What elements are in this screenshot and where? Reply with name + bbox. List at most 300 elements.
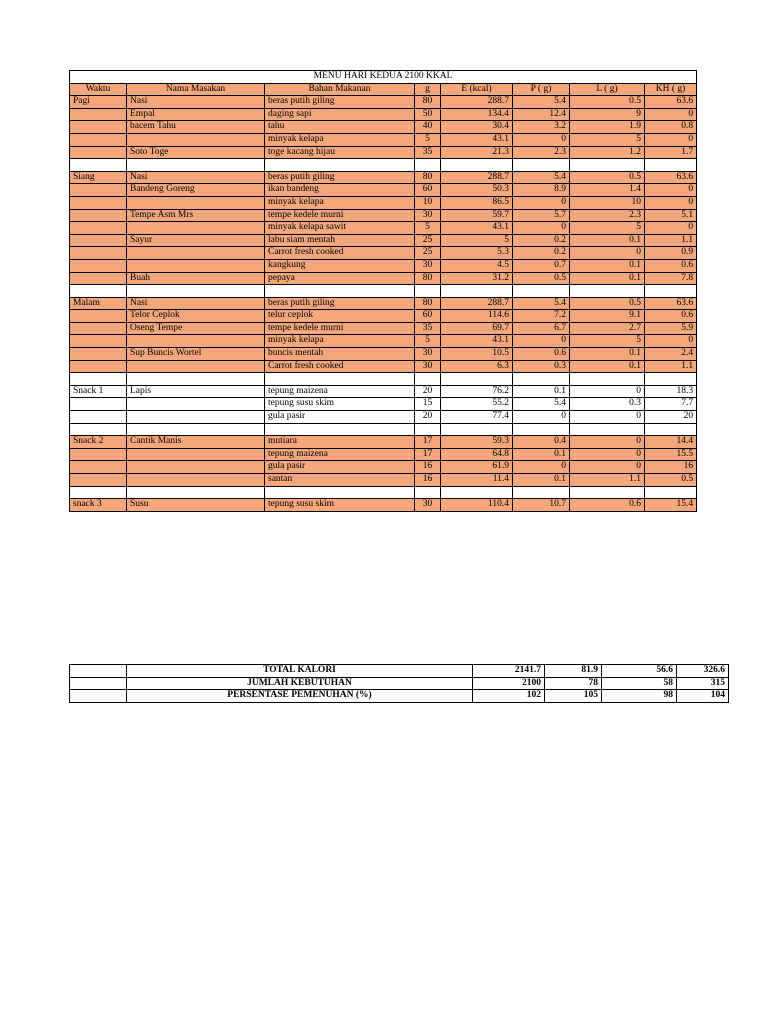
cell-karbohidrat: 0 bbox=[645, 196, 697, 209]
cell-karbohidrat: 63.6 bbox=[645, 171, 697, 184]
table-row bbox=[70, 335, 697, 348]
cell-lemak: 1.4 bbox=[570, 184, 645, 197]
cell-nama-masakan bbox=[127, 222, 265, 235]
cell-bahan-makanan: santan bbox=[265, 474, 415, 487]
table-row bbox=[70, 146, 697, 159]
cell-bahan-makanan: tepung maizena bbox=[265, 448, 415, 461]
cell-lemak bbox=[570, 159, 645, 172]
cell-nama-masakan: Sayur bbox=[127, 234, 265, 247]
cell-energy: 21.3 bbox=[441, 146, 513, 159]
cell-nama-masakan: Sup Buncis Wortel bbox=[127, 348, 265, 361]
summary-karbohidrat: 104 bbox=[677, 690, 729, 703]
cell-bahan-makanan bbox=[265, 486, 415, 499]
summary-blank-cell bbox=[70, 665, 127, 678]
cell-bahan-makanan bbox=[265, 159, 415, 172]
cell-nama-masakan: Bandeng Goreng bbox=[127, 184, 265, 197]
cell-protein bbox=[513, 159, 570, 172]
table-row bbox=[70, 247, 697, 260]
cell-protein: 0.7 bbox=[513, 259, 570, 272]
cell-protein: 2.3 bbox=[513, 146, 570, 159]
cell-lemak: 1.2 bbox=[570, 146, 645, 159]
table-row bbox=[70, 209, 697, 222]
cell-waktu bbox=[70, 373, 127, 386]
cell-waktu bbox=[70, 108, 127, 121]
cell-gram bbox=[415, 285, 441, 298]
cell-waktu bbox=[70, 121, 127, 134]
cell-gram: 5 bbox=[415, 133, 441, 146]
cell-lemak: 5 bbox=[570, 335, 645, 348]
cell-karbohidrat: 63.6 bbox=[645, 96, 697, 109]
cell-gram: 80 bbox=[415, 171, 441, 184]
cell-karbohidrat: 15.5 bbox=[645, 448, 697, 461]
cell-gram: 80 bbox=[415, 96, 441, 109]
cell-karbohidrat: 20 bbox=[645, 411, 697, 424]
summary-label: TOTAL KALORI bbox=[127, 665, 473, 678]
cell-nama-masakan bbox=[127, 486, 265, 499]
table-title: MENU HARI KEDUA 2100 KKAL bbox=[70, 71, 697, 84]
table-row bbox=[70, 222, 697, 235]
cell-bahan-makanan: minyak kelapa sawit bbox=[265, 222, 415, 235]
cell-nama-masakan bbox=[127, 360, 265, 373]
cell-waktu bbox=[70, 222, 127, 235]
cell-nama-masakan bbox=[127, 247, 265, 260]
cell-nama-masakan: Susu bbox=[127, 499, 265, 512]
summary-karbohidrat: 326.6 bbox=[677, 665, 729, 678]
cell-protein: 0.4 bbox=[513, 436, 570, 449]
cell-protein: 0.6 bbox=[513, 348, 570, 361]
table-row bbox=[70, 436, 697, 449]
cell-karbohidrat: 1.7 bbox=[645, 146, 697, 159]
cell-gram: 15 bbox=[415, 398, 441, 411]
cell-nama-masakan: Lapis bbox=[127, 385, 265, 398]
cell-protein: 5.4 bbox=[513, 398, 570, 411]
cell-energy: 43.1 bbox=[441, 335, 513, 348]
cell-protein: 0.2 bbox=[513, 247, 570, 260]
cell-nama-masakan: Buah bbox=[127, 272, 265, 285]
cell-bahan-makanan: mutiara bbox=[265, 436, 415, 449]
cell-waktu: Pagi bbox=[70, 96, 127, 109]
cell-gram: 16 bbox=[415, 474, 441, 487]
cell-energy: 43.1 bbox=[441, 133, 513, 146]
cell-waktu bbox=[70, 348, 127, 361]
cell-bahan-makanan: beras putih giling bbox=[265, 171, 415, 184]
cell-gram: 60 bbox=[415, 184, 441, 197]
cell-karbohidrat: 0 bbox=[645, 133, 697, 146]
cell-lemak: 9.1 bbox=[570, 310, 645, 323]
cell-karbohidrat: 1.1 bbox=[645, 234, 697, 247]
cell-bahan-makanan: minyak kelapa bbox=[265, 335, 415, 348]
table-row bbox=[70, 486, 697, 499]
cell-protein: 0.1 bbox=[513, 385, 570, 398]
cell-lemak: 0 bbox=[570, 461, 645, 474]
table-row bbox=[70, 398, 697, 411]
cell-protein: 0 bbox=[513, 335, 570, 348]
cell-lemak: 0 bbox=[570, 385, 645, 398]
cell-nama-masakan bbox=[127, 285, 265, 298]
cell-nama-masakan bbox=[127, 259, 265, 272]
cell-gram: 80 bbox=[415, 297, 441, 310]
cell-bahan-makanan bbox=[265, 373, 415, 386]
cell-bahan-makanan: buncis mentah bbox=[265, 348, 415, 361]
summary-label: JUMLAH KEBUTUHAN bbox=[127, 677, 473, 690]
cell-energy: 5 bbox=[441, 234, 513, 247]
cell-lemak: 0 bbox=[570, 247, 645, 260]
cell-waktu: Siang bbox=[70, 171, 127, 184]
cell-nama-masakan: Cantik Manis bbox=[127, 436, 265, 449]
cell-waktu bbox=[70, 411, 127, 424]
summary-table-body bbox=[70, 665, 729, 703]
cell-energy: 61.9 bbox=[441, 461, 513, 474]
cell-bahan-makanan: minyak kelapa bbox=[265, 196, 415, 209]
table-row bbox=[70, 461, 697, 474]
table-row bbox=[70, 121, 697, 134]
cell-gram: 50 bbox=[415, 108, 441, 121]
cell-bahan-makanan: labu siam mentah bbox=[265, 234, 415, 247]
cell-gram: 80 bbox=[415, 272, 441, 285]
cell-bahan-makanan: pepaya bbox=[265, 272, 415, 285]
cell-energy: 288.7 bbox=[441, 297, 513, 310]
cell-waktu bbox=[70, 474, 127, 487]
cell-energy: 288.7 bbox=[441, 96, 513, 109]
cell-bahan-makanan: Carrot fresh cooked bbox=[265, 247, 415, 260]
cell-nama-masakan: bacem Tahu bbox=[127, 121, 265, 134]
summary-energy: 2141.7 bbox=[473, 665, 545, 678]
cell-karbohidrat: 2.4 bbox=[645, 348, 697, 361]
cell-nama-masakan bbox=[127, 448, 265, 461]
cell-protein: 0 bbox=[513, 461, 570, 474]
cell-karbohidrat: 0.9 bbox=[645, 247, 697, 260]
cell-karbohidrat: 0.8 bbox=[645, 121, 697, 134]
cell-bahan-makanan: minyak kelapa bbox=[265, 133, 415, 146]
cell-nama-masakan bbox=[127, 335, 265, 348]
cell-karbohidrat: 14.4 bbox=[645, 436, 697, 449]
cell-waktu: Snack 2 bbox=[70, 436, 127, 449]
cell-bahan-makanan: daging sapi bbox=[265, 108, 415, 121]
cell-energy: 10.5 bbox=[441, 348, 513, 361]
summary-protein: 78 bbox=[545, 677, 602, 690]
cell-waktu bbox=[70, 259, 127, 272]
header-gram: g bbox=[415, 83, 441, 96]
cell-waktu bbox=[70, 247, 127, 260]
cell-gram: 35 bbox=[415, 322, 441, 335]
cell-protein: 10.7 bbox=[513, 499, 570, 512]
table-row bbox=[70, 285, 697, 298]
cell-nama-masakan bbox=[127, 196, 265, 209]
cell-gram: 30 bbox=[415, 499, 441, 512]
cell-karbohidrat bbox=[645, 159, 697, 172]
cell-protein: 8.9 bbox=[513, 184, 570, 197]
cell-lemak: 2.3 bbox=[570, 209, 645, 222]
cell-nama-masakan: Telor Ceplok bbox=[127, 310, 265, 323]
cell-karbohidrat: 0.6 bbox=[645, 310, 697, 323]
summary-table bbox=[69, 664, 729, 703]
cell-protein: 3.2 bbox=[513, 121, 570, 134]
table-row bbox=[70, 297, 697, 310]
cell-bahan-makanan: tepung susu skim bbox=[265, 398, 415, 411]
cell-energy: 4.5 bbox=[441, 259, 513, 272]
cell-energy: 6.3 bbox=[441, 360, 513, 373]
cell-waktu bbox=[70, 196, 127, 209]
table-row bbox=[70, 159, 697, 172]
summary-row bbox=[70, 690, 729, 703]
table-row bbox=[70, 96, 697, 109]
header-row bbox=[70, 83, 697, 96]
cell-energy bbox=[441, 159, 513, 172]
cell-bahan-makanan: toge kacang hijau bbox=[265, 146, 415, 159]
cell-nama-masakan: Soto Toge bbox=[127, 146, 265, 159]
cell-gram bbox=[415, 486, 441, 499]
cell-protein: 0.5 bbox=[513, 272, 570, 285]
cell-karbohidrat: 0.5 bbox=[645, 474, 697, 487]
cell-lemak: 0 bbox=[570, 411, 645, 424]
menu-table bbox=[69, 70, 697, 512]
cell-waktu bbox=[70, 184, 127, 197]
summary-lemak: 56.6 bbox=[602, 665, 677, 678]
summary-row bbox=[70, 677, 729, 690]
header-karbohidrat: KH ( g) bbox=[645, 83, 697, 96]
cell-karbohidrat: 1.1 bbox=[645, 360, 697, 373]
cell-bahan-makanan: beras putih giling bbox=[265, 297, 415, 310]
cell-bahan-makanan bbox=[265, 285, 415, 298]
cell-karbohidrat: 15.4 bbox=[645, 499, 697, 512]
cell-energy bbox=[441, 285, 513, 298]
table-row bbox=[70, 310, 697, 323]
cell-gram: 20 bbox=[415, 385, 441, 398]
cell-gram: 60 bbox=[415, 310, 441, 323]
table-row bbox=[70, 411, 697, 424]
cell-protein: 0 bbox=[513, 196, 570, 209]
cell-protein: 0 bbox=[513, 411, 570, 424]
table-row bbox=[70, 234, 697, 247]
cell-protein: 0.1 bbox=[513, 448, 570, 461]
cell-bahan-makanan bbox=[265, 423, 415, 436]
header-bahan-makanan: Bahan Makanan bbox=[265, 83, 415, 96]
table-row bbox=[70, 348, 697, 361]
cell-waktu bbox=[70, 423, 127, 436]
cell-bahan-makanan: telur ceplok bbox=[265, 310, 415, 323]
cell-nama-masakan: Nasi bbox=[127, 171, 265, 184]
cell-waktu bbox=[70, 335, 127, 348]
cell-energy: 43.1 bbox=[441, 222, 513, 235]
cell-lemak bbox=[570, 423, 645, 436]
cell-lemak: 0.5 bbox=[570, 297, 645, 310]
cell-energy: 76.2 bbox=[441, 385, 513, 398]
cell-nama-masakan bbox=[127, 474, 265, 487]
title-row bbox=[70, 71, 697, 84]
cell-nama-masakan bbox=[127, 398, 265, 411]
cell-waktu bbox=[70, 398, 127, 411]
cell-protein: 5.4 bbox=[513, 297, 570, 310]
cell-bahan-makanan: tempe kedele murni bbox=[265, 209, 415, 222]
cell-protein bbox=[513, 423, 570, 436]
cell-energy: 288.7 bbox=[441, 171, 513, 184]
cell-bahan-makanan: tempe kedele murni bbox=[265, 322, 415, 335]
cell-nama-masakan bbox=[127, 133, 265, 146]
cell-karbohidrat: 7.8 bbox=[645, 272, 697, 285]
summary-energy: 102 bbox=[473, 690, 545, 703]
cell-waktu bbox=[70, 322, 127, 335]
header-protein: P ( g) bbox=[513, 83, 570, 96]
cell-energy: 69.7 bbox=[441, 322, 513, 335]
cell-gram: 35 bbox=[415, 146, 441, 159]
cell-protein: 5.4 bbox=[513, 96, 570, 109]
cell-protein bbox=[513, 285, 570, 298]
cell-gram: 20 bbox=[415, 411, 441, 424]
cell-protein: 0 bbox=[513, 133, 570, 146]
cell-gram: 5 bbox=[415, 335, 441, 348]
cell-waktu bbox=[70, 448, 127, 461]
header-waktu: Waktu bbox=[70, 83, 127, 96]
cell-protein: 0 bbox=[513, 222, 570, 235]
cell-gram: 25 bbox=[415, 247, 441, 260]
cell-karbohidrat: 63.6 bbox=[645, 297, 697, 310]
cell-lemak bbox=[570, 486, 645, 499]
cell-protein: 12.4 bbox=[513, 108, 570, 121]
cell-protein: 0.1 bbox=[513, 474, 570, 487]
cell-waktu bbox=[70, 146, 127, 159]
cell-karbohidrat: 0 bbox=[645, 222, 697, 235]
header-lemak: L ( g) bbox=[570, 83, 645, 96]
cell-lemak: 0 bbox=[570, 448, 645, 461]
cell-gram: 25 bbox=[415, 234, 441, 247]
table-row bbox=[70, 423, 697, 436]
cell-bahan-makanan: gula pasir bbox=[265, 411, 415, 424]
table-row bbox=[70, 171, 697, 184]
cell-energy: 50.3 bbox=[441, 184, 513, 197]
cell-waktu bbox=[70, 461, 127, 474]
cell-lemak: 10 bbox=[570, 196, 645, 209]
cell-bahan-makanan: beras putih giling bbox=[265, 96, 415, 109]
cell-waktu bbox=[70, 234, 127, 247]
cell-protein bbox=[513, 373, 570, 386]
cell-bahan-makanan: ikan bandeng bbox=[265, 184, 415, 197]
summary-protein: 81.9 bbox=[545, 665, 602, 678]
cell-gram: 17 bbox=[415, 436, 441, 449]
cell-gram: 16 bbox=[415, 461, 441, 474]
cell-energy bbox=[441, 423, 513, 436]
cell-gram: 10 bbox=[415, 196, 441, 209]
summary-energy: 2100 bbox=[473, 677, 545, 690]
cell-lemak: 5 bbox=[570, 222, 645, 235]
cell-nama-masakan: Empal bbox=[127, 108, 265, 121]
header-energy: E (kcal) bbox=[441, 83, 513, 96]
cell-protein bbox=[513, 486, 570, 499]
cell-gram: 30 bbox=[415, 360, 441, 373]
summary-blank-cell bbox=[70, 690, 127, 703]
cell-karbohidrat: 0 bbox=[645, 108, 697, 121]
cell-protein: 6.7 bbox=[513, 322, 570, 335]
cell-nama-masakan: Oseng Tempe bbox=[127, 322, 265, 335]
cell-waktu: snack 3 bbox=[70, 499, 127, 512]
cell-energy bbox=[441, 486, 513, 499]
cell-lemak: 2.7 bbox=[570, 322, 645, 335]
cell-karbohidrat: 5.9 bbox=[645, 322, 697, 335]
table-row bbox=[70, 196, 697, 209]
cell-waktu bbox=[70, 159, 127, 172]
table-row bbox=[70, 272, 697, 285]
cell-energy: 110.4 bbox=[441, 499, 513, 512]
cell-energy: 59.3 bbox=[441, 436, 513, 449]
table-row bbox=[70, 373, 697, 386]
cell-energy: 5.3 bbox=[441, 247, 513, 260]
cell-karbohidrat bbox=[645, 423, 697, 436]
summary-lemak: 98 bbox=[602, 690, 677, 703]
cell-lemak: 0.1 bbox=[570, 259, 645, 272]
table-row bbox=[70, 322, 697, 335]
cell-karbohidrat: 16 bbox=[645, 461, 697, 474]
cell-gram bbox=[415, 423, 441, 436]
cell-karbohidrat: 0.6 bbox=[645, 259, 697, 272]
summary-karbohidrat: 315 bbox=[677, 677, 729, 690]
cell-energy: 30.4 bbox=[441, 121, 513, 134]
table-row bbox=[70, 108, 697, 121]
cell-protein: 5.7 bbox=[513, 209, 570, 222]
cell-gram bbox=[415, 159, 441, 172]
cell-lemak: 1.1 bbox=[570, 474, 645, 487]
table-row bbox=[70, 474, 697, 487]
cell-lemak: 0.1 bbox=[570, 348, 645, 361]
cell-lemak: 0.3 bbox=[570, 398, 645, 411]
cell-gram: 30 bbox=[415, 259, 441, 272]
cell-protein: 7.2 bbox=[513, 310, 570, 323]
table-row bbox=[70, 385, 697, 398]
cell-nama-masakan: Tempe Asm Mrs bbox=[127, 209, 265, 222]
cell-lemak bbox=[570, 373, 645, 386]
cell-lemak: 0.6 bbox=[570, 499, 645, 512]
cell-lemak: 0.1 bbox=[570, 234, 645, 247]
cell-protein: 0.3 bbox=[513, 360, 570, 373]
cell-bahan-makanan: Carrot fresh cooked bbox=[265, 360, 415, 373]
cell-lemak: 9 bbox=[570, 108, 645, 121]
summary-lemak: 58 bbox=[602, 677, 677, 690]
cell-energy: 86.5 bbox=[441, 196, 513, 209]
cell-lemak: 0 bbox=[570, 436, 645, 449]
cell-gram: 30 bbox=[415, 348, 441, 361]
summary-row bbox=[70, 665, 729, 678]
cell-nama-masakan bbox=[127, 411, 265, 424]
cell-lemak: 0.5 bbox=[570, 171, 645, 184]
cell-waktu bbox=[70, 285, 127, 298]
cell-nama-masakan: Nasi bbox=[127, 297, 265, 310]
cell-karbohidrat bbox=[645, 285, 697, 298]
cell-bahan-makanan: tepung susu skim bbox=[265, 499, 415, 512]
cell-waktu bbox=[70, 486, 127, 499]
cell-waktu bbox=[70, 272, 127, 285]
cell-lemak: 5 bbox=[570, 133, 645, 146]
cell-bahan-makanan: kangkung bbox=[265, 259, 415, 272]
cell-waktu bbox=[70, 360, 127, 373]
cell-karbohidrat: 0 bbox=[645, 184, 697, 197]
cell-energy: 77.4 bbox=[441, 411, 513, 424]
cell-karbohidrat bbox=[645, 486, 697, 499]
cell-waktu: Snack 1 bbox=[70, 385, 127, 398]
cell-bahan-makanan: tahu bbox=[265, 121, 415, 134]
cell-energy: 11.4 bbox=[441, 474, 513, 487]
cell-nama-masakan bbox=[127, 373, 265, 386]
cell-energy: 59.7 bbox=[441, 209, 513, 222]
cell-energy: 31.2 bbox=[441, 272, 513, 285]
cell-gram: 30 bbox=[415, 209, 441, 222]
table-row bbox=[70, 499, 697, 512]
header-nama-masakan: Nama Masakan bbox=[127, 83, 265, 96]
menu-table-body bbox=[70, 71, 697, 512]
table-row bbox=[70, 259, 697, 272]
cell-bahan-makanan: gula pasir bbox=[265, 461, 415, 474]
cell-nama-masakan bbox=[127, 159, 265, 172]
cell-waktu: Malam bbox=[70, 297, 127, 310]
summary-protein: 105 bbox=[545, 690, 602, 703]
summary-label: PERSENTASE PEMENUHAN (%) bbox=[127, 690, 473, 703]
